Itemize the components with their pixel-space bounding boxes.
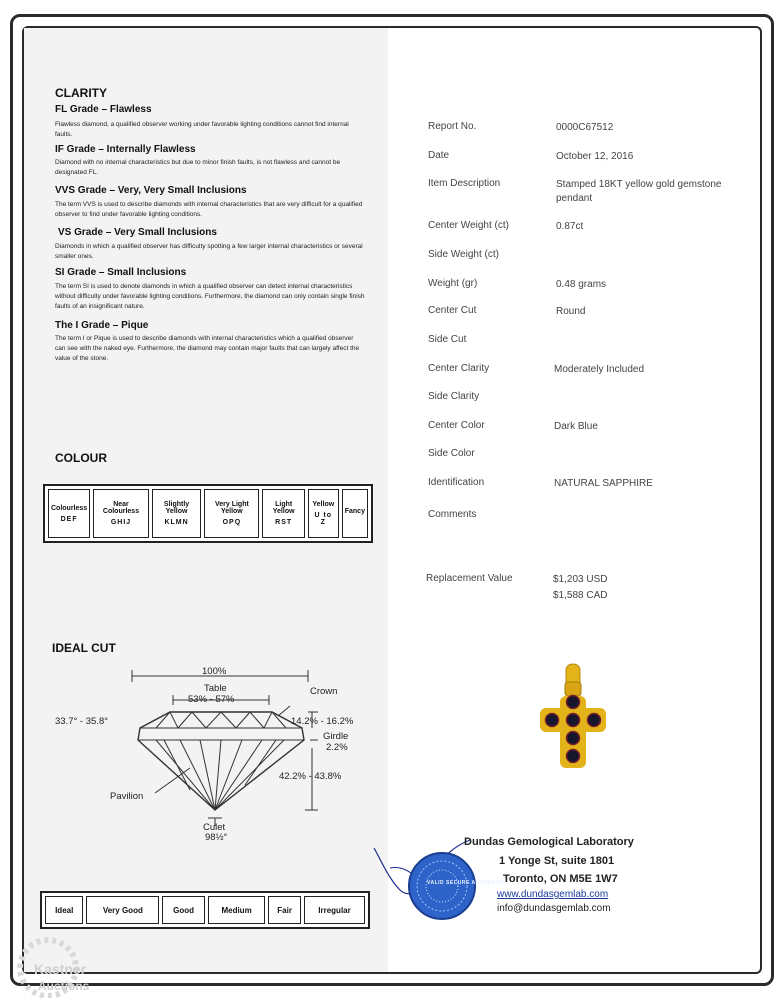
lab-address-line2: Toronto, ON M5E 1W7 xyxy=(503,873,618,885)
report-value: 0.87ct xyxy=(556,221,584,232)
report-label: Report No. xyxy=(428,121,477,132)
clarity-grade-title: SI Grade – Small Inclusions xyxy=(55,267,187,278)
colour-cell: Near Colourless GHIJ xyxy=(93,489,149,538)
colour-heading: COLOUR xyxy=(55,451,107,465)
lab-email: info@dundasgemlab.com xyxy=(497,903,611,914)
report-label: Center Weight (ct) xyxy=(428,220,509,231)
lab-name: Dundas Gemological Laboratory xyxy=(464,836,634,848)
lab-address-line1: 1 Yonge St, suite 1801 xyxy=(499,855,615,867)
hologram-seal-text: VALID SECURE AUTHENTIC xyxy=(427,880,505,886)
report-value: Moderately Included xyxy=(554,364,645,375)
report-label: Center Cut xyxy=(428,305,477,316)
svg-text:Kastner: Kastner xyxy=(34,961,87,977)
clarity-grade-text: The term I or Pique is used to describe diamonds with internal characteristics which a qualified observer can see with the naked eye. Furthermore, the diamond may contain major faults that can largely affect the value of the stone. xyxy=(55,335,360,362)
colour-cell: Light Yellow RST xyxy=(262,489,304,538)
report-label: Comments xyxy=(428,509,477,520)
report-label: Center Color xyxy=(428,420,485,431)
cut-culet-angle-label: 98½° xyxy=(205,832,228,843)
report-label: Side Color xyxy=(428,448,475,459)
ideal-cut-heading: IDEAL CUT xyxy=(52,641,116,655)
report-label: Identification xyxy=(428,477,485,488)
cut-girdle-value: 2.2% xyxy=(326,742,348,753)
auction-watermark-logo xyxy=(8,928,118,998)
cut-table-label: Table xyxy=(204,683,227,694)
report-label: Item Description xyxy=(428,178,501,189)
pendant-photo xyxy=(530,662,610,772)
report-value: 0.48 grams xyxy=(556,279,607,290)
report-value: Round xyxy=(556,306,586,317)
cut-girdle-label: Girdle xyxy=(323,731,349,742)
report-label: Center Clarity xyxy=(428,363,490,374)
clarity-grade-text: Diamond with no internal characteristics but due to minor finish faults, is not flawless and cannot be designated FL. xyxy=(55,159,341,176)
cut-grade-table xyxy=(40,891,370,929)
replacement-usd: $1,203 USD xyxy=(553,574,608,585)
cut-crown-height-label: 14.2% - 16.2% xyxy=(291,716,354,727)
colour-cell: Yellow U to Z xyxy=(308,489,339,538)
clarity-heading: CLARITY xyxy=(55,86,107,100)
clarity-grade-title: FL Grade – Flawless xyxy=(55,104,152,115)
cut-grade-cell: Medium xyxy=(208,896,265,924)
clarity-grade-title: The I Grade – Pique xyxy=(55,320,149,331)
lab-website-link[interactable]: www.dundasgemlab.com xyxy=(497,889,609,900)
cut-grade-cell: Ideal xyxy=(45,896,83,924)
cut-pavilion-depth-label: 42.2% - 43.8% xyxy=(279,771,342,782)
cut-width-label: 100% xyxy=(202,666,227,677)
report-label: Side Clarity xyxy=(428,391,480,402)
report-value: Dark Blue xyxy=(554,421,598,432)
colour-scale-table xyxy=(43,484,373,543)
clarity-grade-text: Flawless diamond, a qualified observer working under favorable lighting conditions cannot find internal faults. xyxy=(55,121,349,138)
report-label: Side Weight (ct) xyxy=(428,249,499,260)
report-value: NATURAL SAPPHIRE xyxy=(554,478,653,489)
report-label: Weight (gr) xyxy=(428,278,478,289)
cut-culet-label: Culet xyxy=(203,822,226,833)
clarity-grade-title: IF Grade – Internally Flawless xyxy=(55,144,196,155)
report-value: Stamped 18KT yellow gold gemstone pendant xyxy=(556,179,722,204)
clarity-grade-text: The term VVS is used to describe diamonds with internal characteristics that are very difficult for a qualified observer to find under favorable lighting conditions. xyxy=(55,201,363,218)
colour-cell: Colourless DEF xyxy=(48,489,90,538)
cut-grade-cell: Fair xyxy=(268,896,301,924)
svg-text:Auctions: Auctions xyxy=(38,979,90,993)
cut-table-range-label: 53% - 57% xyxy=(188,694,235,705)
colour-cell: Slightly Yellow KLMN xyxy=(152,489,201,538)
cut-grade-cell: Very Good xyxy=(86,896,159,924)
report-value: 0000C67512 xyxy=(556,122,614,133)
report-value: October 12, 2016 xyxy=(556,151,634,162)
report-label: Date xyxy=(428,150,450,161)
clarity-grade-text: Diamonds in which a qualified observer has difficulty spotting a few larger internal characteristics or several smaller ones. xyxy=(55,243,363,260)
colour-cell: Very Light Yellow OPQ xyxy=(204,489,259,538)
cut-crown-label: Crown xyxy=(310,686,338,697)
clarity-grade-title: VVS Grade – Very, Very Small Inclusions xyxy=(55,185,247,196)
report-label: Side Cut xyxy=(428,334,467,345)
replacement-value-label: Replacement Value xyxy=(426,573,513,584)
cut-grade-cell: Irregular xyxy=(304,896,365,924)
cut-crown-angle-label: 33.7° - 35.8° xyxy=(55,716,109,727)
cut-pavilion-label: Pavilion xyxy=(110,791,144,802)
clarity-grade-text: The term SI is used to denote diamonds in which a qualified observer can detect internal characteristics without difficulty under favorable lighting conditions. Furthermore, the diamond can only contain single finish faults of an insignificant nature. xyxy=(55,283,365,310)
replacement-cad: $1,588 CAD xyxy=(553,590,608,601)
clarity-grade-title: VS Grade – Very Small Inclusions xyxy=(58,227,217,238)
cut-grade-cell: Good xyxy=(162,896,205,924)
colour-cell: Fancy xyxy=(342,489,368,538)
